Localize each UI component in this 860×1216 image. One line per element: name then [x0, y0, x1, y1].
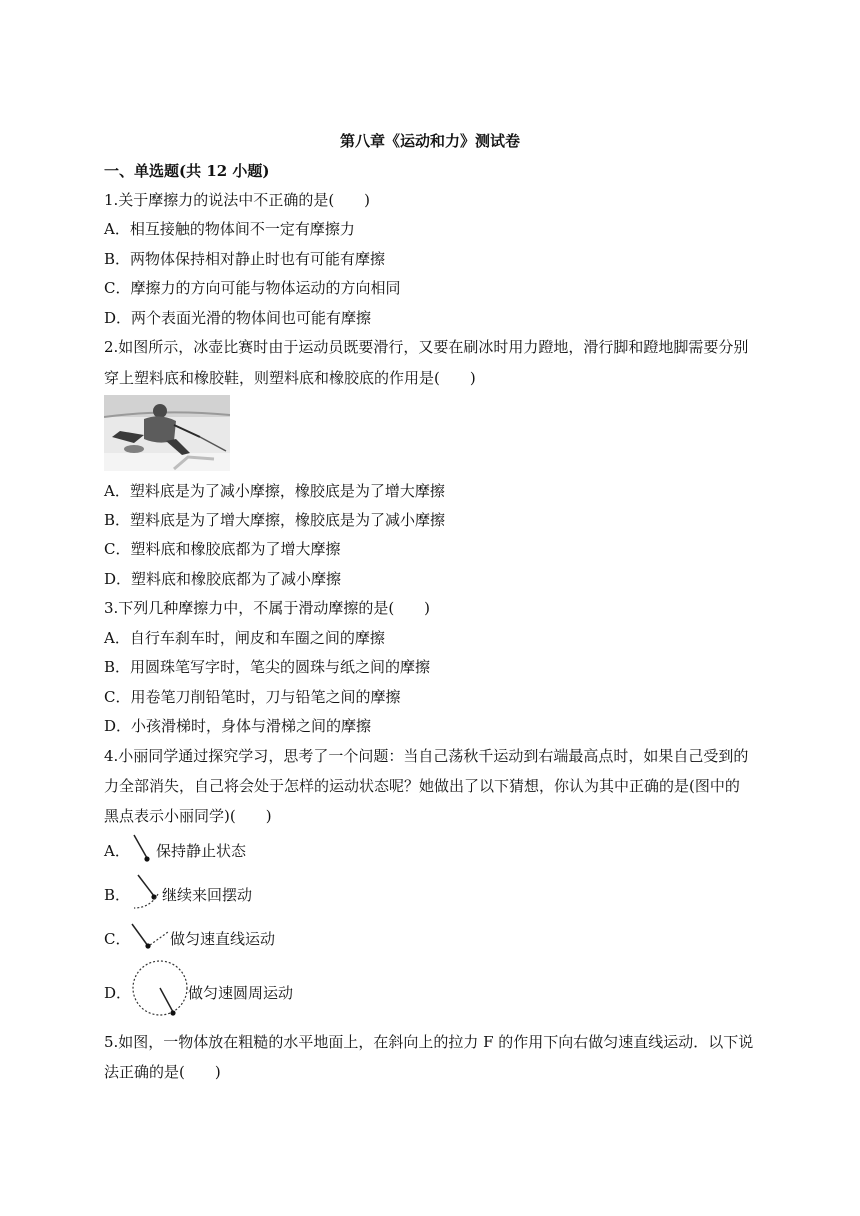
q1-stem: 1.关于摩擦力的说法中不正确的是( ) — [104, 191, 371, 209]
q3-option-b: B．用圆珠笔写字时，笔尖的圆珠与纸之间的摩擦 — [104, 658, 431, 676]
pendulum-circle-diagram — [130, 958, 190, 1018]
q4-option-a-text: 保持静止状态 — [156, 842, 247, 860]
q4-option-b-letter: B． — [104, 886, 131, 904]
q4-option-b-text: 继续来回摆动 — [162, 886, 253, 904]
pendulum-rest-diagram — [128, 832, 154, 864]
q3-option-c: C．用卷笔刀削铅笔时，刀与铅笔之间的摩擦 — [104, 688, 401, 706]
q3-option-a: A．自行车刹车时，闸皮和车圈之间的摩擦 — [104, 629, 385, 647]
pendulum-swing-diagram — [128, 872, 164, 912]
q4-stem-line3: 黑点表示小丽同学)( ) — [104, 807, 272, 825]
q2-option-c: C．塑料底和橡胶底都为了增大摩擦 — [104, 540, 341, 558]
q4-option-c-text: 做匀速直线运动 — [170, 930, 276, 948]
q2-option-d: D．塑料底和橡胶底都为了减小摩擦 — [104, 570, 342, 588]
q4-option-a-letter: A． — [104, 842, 130, 860]
pendulum-straight-line-diagram — [128, 920, 172, 952]
curling-photo — [104, 395, 230, 471]
q1-option-d: D．两个表面光滑的物体间也可能有摩擦 — [104, 309, 372, 327]
q1-option-b: B．两物体保持相对静止时也有可能有摩擦 — [104, 250, 386, 268]
section-heading: 一、单选题(共 12 小题) — [104, 162, 270, 180]
q5-stem-line2: 法正确的是( ) — [104, 1063, 221, 1081]
q4-option-d-text: 做匀速圆周运动 — [188, 984, 294, 1002]
q2-option-a: A．塑料底是为了减小摩擦，橡胶底是为了增大摩擦 — [104, 482, 445, 500]
q4-stem-line2: 力全部消失，自己将会处于怎样的运动状态呢？她做出了以下猜想，你认为其中正确的是(图中的 — [104, 777, 740, 795]
page-title: 第八章《运动和力》测试卷 — [339, 132, 520, 150]
q2-stem-line2: 穿上塑料底和橡胶鞋，则塑料底和橡胶底的作用是( ) — [104, 369, 476, 387]
q3-stem: 3.下列几种摩擦力中，不属于滑动摩擦的是( ) — [104, 599, 431, 617]
q4-stem-line1: 4.小丽同学通过探究学习，思考了一个问题：当自己荡秋千运动到右端最高点时，如果自己受到的 — [104, 747, 749, 765]
q4-option-d-letter: D． — [104, 984, 132, 1002]
q2-option-b: B．塑料底是为了增大摩擦，橡胶底是为了减小摩擦 — [104, 511, 446, 529]
q5-stem-line1: 5.如图，一物体放在粗糙的水平地面上，在斜向上的拉力 F 的作用下向右做匀速直线运动．以下说 — [104, 1033, 754, 1051]
q4-option-c-letter: C． — [104, 930, 131, 948]
q1-option-c: C．摩擦力的方向可能与物体运动的方向相同 — [104, 279, 401, 297]
q1-option-a: A．相互接触的物体间不一定有摩擦力 — [104, 220, 355, 238]
q2-stem-line1: 2.如图所示，冰壶比赛时由于运动员既要滑行，又要在刷冰时用力蹬地，滑行脚和蹬地脚需要分别 — [104, 338, 749, 356]
q3-option-d: D．小孩滑梯时，身体与滑梯之间的摩擦 — [104, 717, 372, 735]
